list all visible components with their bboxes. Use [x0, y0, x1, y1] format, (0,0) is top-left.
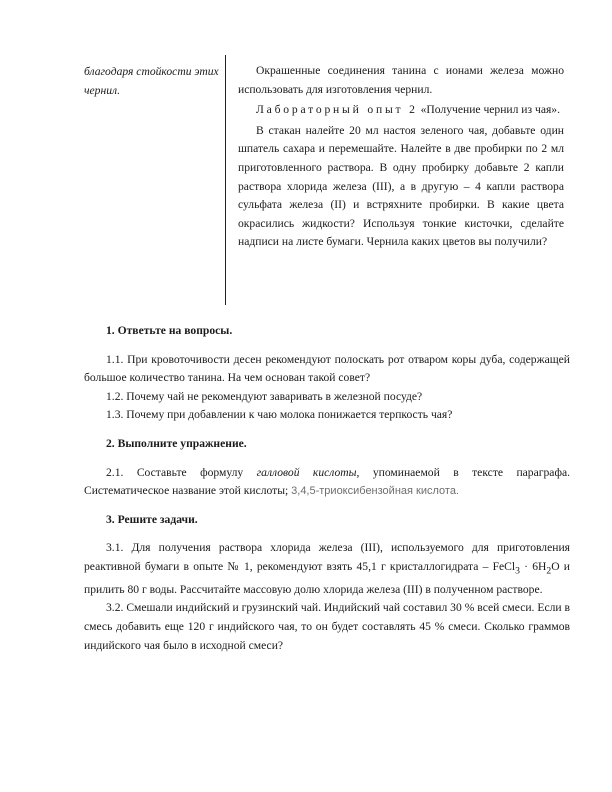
section1-heading: 1. Ответьте на вопросы.: [106, 324, 233, 337]
exercise-text-start: 2.1. Составьте формулу: [106, 465, 257, 479]
table-right-cell: [238, 62, 564, 252]
lab-experiment-label: Лабораторный опыт 2: [256, 103, 418, 117]
acid-systematic-name: 3,4,5-триоксибензойная кислота.: [291, 485, 459, 498]
task-3-1-text-a: 3.1. Для получения раствора хлорида железа (III), используемого для приготовления реактивной бумаги в опыте № 1, рекомендуют взять 45,1 г кристаллогидрата – FeCl: [84, 541, 570, 573]
ink-paragraph: Окрашенные соединения танина с ионами железа можно использовать для изготовления чернил.: [238, 64, 564, 96]
tasks-body: [84, 322, 570, 655]
table-left-cell: благодаря стойкости этих чернил.: [84, 65, 219, 97]
task-3-1: [84, 539, 570, 599]
task-3-1-text-b: · 6H: [519, 559, 547, 573]
formula-subscript-2: 2: [546, 565, 552, 577]
exercise-2-1: [84, 464, 570, 501]
question-1-2: 1.2. Почему чай не рекомендуют заваривать в железной посуде?: [106, 389, 423, 403]
section3-heading: 3. Решите задачи.: [106, 512, 198, 526]
section2-heading: 2. Выполните упражнение.: [106, 436, 247, 450]
task-3-1-text-c: O и прилить 80 г воды. Рассчитайте массовую долю хлорида железа (III) в полученном растворе.: [84, 559, 571, 596]
lab-experiment-instructions: В стакан налейте 20 мл настоя зеленого чая, добавьте один шпатель сахара и перемешайте. Налейте в две пробирки по 2 мл приготовленного раствора. В одну пробирку добавьте 2 капли раствора хлорида железа (III), а в другую – 4 капли раствора сульфата железа (II) и встряхните пробирки. В какие цвета окрасились жидкости? Используя тонкие кисточки, сделайте надписи на листе бумаги. Чернила каких цветов вы получили?: [238, 123, 564, 249]
exercise-text-mid: , упоминаемой в тексте параграфа. Систематическое название этой кислоты;: [84, 465, 570, 498]
question-1-3: 1.3. Почему при добавлении к чаю молока понижается терпкость чая?: [106, 408, 453, 422]
task-3-2: 3.2. Смешали индийский и грузинский чай. Индийский чай составил 30 % всей смеси. Если в смесь добавить еще 120 г индийского чая, то он будет составлять 45 % смеси. Сколько граммов индийского чая было в исходной смеси?: [84, 601, 570, 652]
lab-experiment-title: [238, 101, 564, 120]
gallic-acid-term: галловой кислоты: [256, 465, 357, 479]
question-1-1: 1.1. При кровоточивости десен рекомендуют полоскать рот отваром коры дуба, содержащей большое количество танина. На чем основан такой совет?: [84, 352, 570, 385]
formula-subscript-3: 3: [515, 565, 520, 577]
experiment-table: [78, 55, 572, 305]
lab-experiment-name: «Получение чернил из чая».: [417, 103, 560, 117]
table-column-divider: [225, 55, 226, 305]
